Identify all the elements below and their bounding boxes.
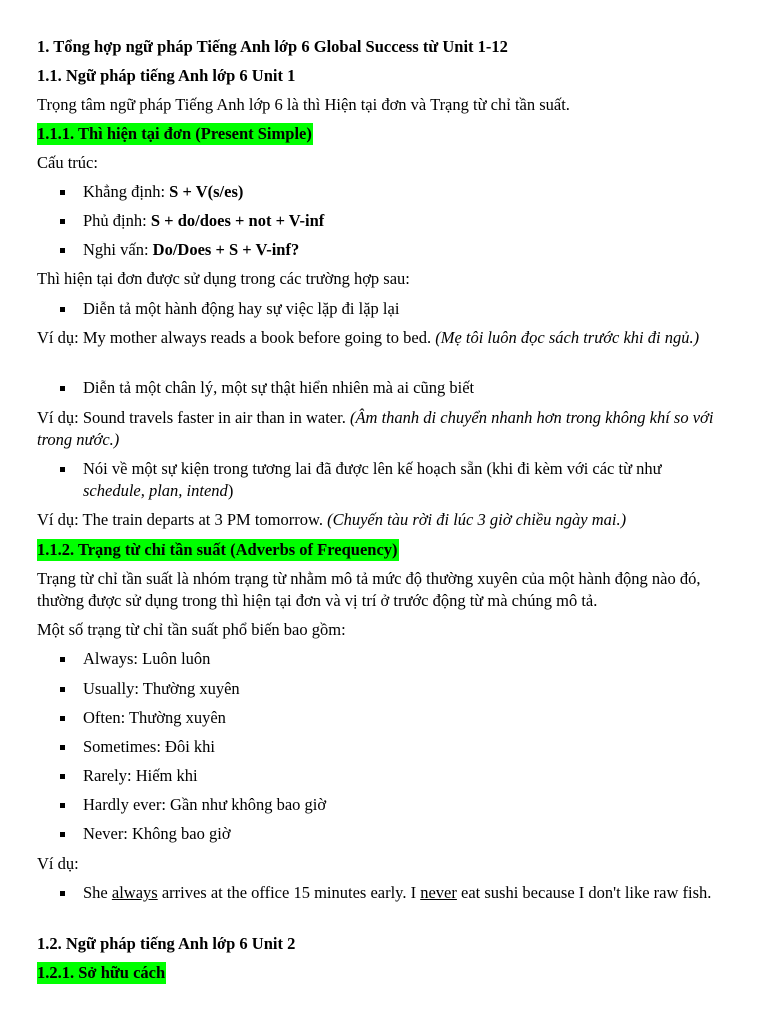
usage-item-end: ) [227,481,234,500]
adverb-item: Sometimes: Đôi khi [83,737,215,756]
bullet-icon [60,687,65,692]
bullet-icon [60,891,65,896]
underlined-word: never [420,883,457,902]
heading-unit2: 1.2. Ngữ pháp tiếng Anh lớp 6 Unit 2 [37,934,296,953]
usage-italic: schedule, plan, intend [83,481,228,500]
highlighted-heading: 1.2.1. Sở hữu cách [37,963,166,982]
example-paragraph [37,509,738,531]
example-paragraph [37,327,738,349]
heading-adverbs [37,539,738,561]
heading-1: 1. Tổng hợp ngữ pháp Tiếng Anh lớp 6 Global Success từ Unit 1-12 [37,37,508,56]
bullet-icon [60,832,65,837]
example-translation: (Chuyến tàu rời đi lúc 3 giờ chiều ngày mai.) [327,510,627,529]
adverb-item: Rarely: Hiếm khi [83,766,198,785]
adverb-item: Never: Không bao giờ [83,824,231,843]
bullet-icon [60,657,65,662]
intro-paragraph: Trọng tâm ngữ pháp Tiếng Anh lớp 6 là thì Hiện tại đơn và Trạng từ chỉ tần suất. [37,95,570,114]
bullet-icon [60,190,65,195]
usage-paragraph: Thì hiện tại đơn được sử dụng trong các trường hợp sau: [37,269,410,288]
bullet-icon [60,386,65,391]
usage-item: Nói về một sự kiện trong tương lai đã được lên kế hoạch sẵn (khi đi kèm với các từ như [83,459,662,478]
usage-item: Diễn tả một chân lý, một sự thật hiển nhiên mà ai cũng biết [83,378,475,397]
underlined-word: always [111,883,158,902]
example-text: Ví dụ: My mother always reads a book before going to bed. [37,328,436,347]
example-paragraph [37,407,738,451]
common-adverbs-label: Một số trạng từ chỉ tần suất phổ biến bao gồm: [37,620,346,639]
heading-possessive [37,962,738,984]
bullet-icon [60,219,65,224]
example-text: arrives at the office 15 minutes early. I [157,883,421,902]
bullet-icon [60,467,65,472]
example-text: Ví dụ: The train departs at 3 PM tomorrow. [37,510,328,529]
structure-label-negative: Phủ định: [83,211,151,230]
bullet-icon [60,745,65,750]
bullet-icon [60,716,65,721]
bullet-icon [60,248,65,253]
structure-label-question: Nghi vấn: [83,240,153,259]
example-translation: (Mẹ tôi luôn đọc sách trước khi đi ngủ.) [435,328,700,347]
structure-formula: S + V(s/es) [169,182,244,201]
structure-label-affirmative: Khẳng định: [83,182,170,201]
example-translation: (Âm thanh di chuyển nhanh hơn trong không khí so với trong nước.) [37,408,714,449]
adverb-item: Often: Thường xuyên [83,708,226,727]
example-text: She [83,883,112,902]
adverb-item: Hardly ever: Gần như không bao giờ [83,795,327,814]
example-text: Ví dụ: Sound travels faster in air than in water. [37,408,350,427]
highlighted-heading: 1.1.2. Trạng từ chỉ tần suất (Adverbs of Frequency) [37,540,398,559]
bullet-icon [60,774,65,779]
example-text: eat sushi because I don't like raw fish. [456,883,712,902]
bullet-icon [60,803,65,808]
bullet-icon [60,307,65,312]
adverbs-paragraph: Trạng từ chỉ tần suất là nhóm trạng từ nhằm mô tả mức độ thường xuyên của một hành động nào đó, thường được sử dụng trong thì hiện tại đơn và vị trí ở trước động từ mà chúng mô tả. [37,569,701,610]
structure-formula: S + do/does + not + V-inf [150,211,325,230]
example-sentence [83,882,723,904]
structure-formula: Do/Does + S + V-inf? [152,240,300,259]
heading-unit1: 1.1. Ngữ pháp tiếng Anh lớp 6 Unit 1 [37,66,296,85]
adverb-item: Usually: Thường xuyên [83,679,240,698]
structure-label: Cấu trúc: [37,153,98,172]
example-label: Ví dụ: [37,854,79,873]
highlighted-heading: 1.1.1. Thì hiện tại đơn (Present Simple) [37,124,312,143]
adverb-item: Always: Luôn luôn [83,649,211,668]
heading-present-simple [37,123,738,145]
usage-item: Diễn tả một hành động hay sự việc lặp đi lặp lại [83,299,400,318]
